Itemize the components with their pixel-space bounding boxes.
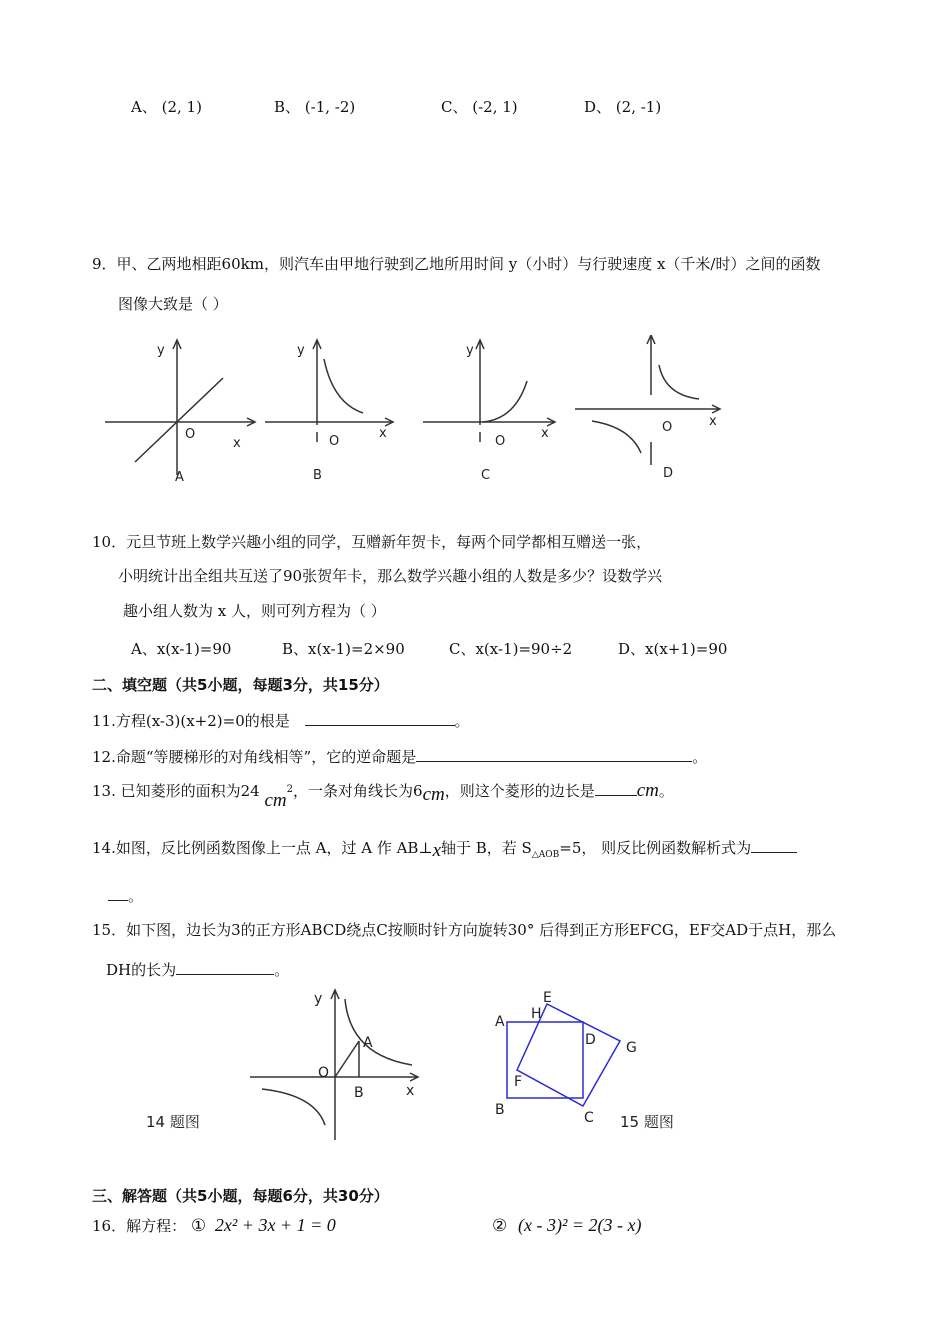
section-3-heading: 三、解答题（共5小题，每题6分，共30分）: [92, 1187, 389, 1205]
fig14-curve-lower: [262, 1089, 325, 1125]
q13-answer-blank[interactable]: [595, 781, 637, 796]
graph-c-curve: [483, 381, 527, 422]
svg-text:O: O: [185, 427, 196, 442]
section-2-heading: 二、填空题（共5小题，每题3分，共15分）: [92, 676, 389, 694]
svg-text:y: y: [157, 343, 165, 358]
svg-text:x: x: [541, 426, 549, 441]
q9-line2: 图像大致是（ ）: [118, 295, 228, 313]
svg-text:H: H: [531, 1006, 542, 1022]
svg-text:A: A: [495, 1014, 505, 1030]
svg-text:G: G: [626, 1040, 637, 1056]
fig14: [140, 985, 430, 1145]
q16-equation-1: 2x² + 3x + 1 = 0: [214, 1215, 336, 1235]
q10-option-c: C、x(x-1)=90÷2: [449, 640, 573, 658]
q14-answer-blank-cont[interactable]: [108, 886, 128, 901]
q12: 12.命题“等腰梯形的对角线相等”，它的逆命题是 。: [92, 748, 708, 766]
svg-text:F: F: [514, 1074, 523, 1090]
svg-text:O: O: [662, 420, 673, 435]
q8-option-d: D、 (2, -1): [584, 98, 662, 116]
svg-text:O: O: [329, 434, 340, 449]
svg-text:D: D: [663, 466, 674, 481]
q16: 16．解方程： ① 2x² + 3x + 1 = 0: [92, 1215, 336, 1236]
svg-text:B: B: [354, 1085, 364, 1101]
svg-text:D: D: [585, 1032, 596, 1048]
svg-text:y: y: [314, 991, 323, 1007]
q14: 14.如图，反比例函数图像上一点 A，过 A 作 AB⊥x轴于 B，若 $S_{\triangle AOB}=5$， 则反比例函数解析式为: [92, 837, 797, 860]
svg-text:y: y: [297, 343, 305, 358]
svg-text:O: O: [318, 1065, 330, 1081]
fig15: [490, 990, 690, 1140]
q16-part2: ② (x - 3)² = 2(3 - x): [492, 1215, 642, 1236]
fig15-caption: 15 题图: [620, 1113, 674, 1131]
svg-text:B: B: [495, 1102, 505, 1118]
q9-line1: 9．甲、乙两地相距60km，则汽车由甲地行驶到乙地所用时间 y（小时）与行驶速度 x（千米/时）之间的函数: [92, 255, 821, 273]
q15-answer-blank[interactable]: [176, 960, 274, 975]
q16-equation-2: (x - 3)² = 2(3 - x): [518, 1215, 642, 1235]
q13: 13. 已知菱形的面积为24 $cm^2$，一条对角线长为6cm，则这个菱形的边长是 cm。: [92, 780, 674, 811]
svg-text:C: C: [481, 468, 491, 483]
graph-a-line: [135, 378, 223, 462]
q14-line2: 。: [108, 885, 143, 906]
q9-graphs: [95, 335, 735, 485]
svg-text:x: x: [379, 426, 387, 441]
svg-text:x: x: [233, 436, 241, 451]
q10-option-d: D、x(x+1)=90: [618, 640, 728, 658]
svg-text:A: A: [175, 470, 184, 485]
svg-text:C: C: [584, 1110, 594, 1126]
q10-line1: 10．元旦节班上数学兴趣小组的同学，互赠新年贺卡，每两个同学都相互赠送一张，: [92, 533, 652, 551]
q8-option-c: C、 (-2, 1): [441, 98, 518, 116]
svg-text:A: A: [363, 1035, 373, 1051]
q10-option-b: B、x(x-1)=2×90: [282, 640, 405, 658]
graph-b-curve: [324, 359, 363, 413]
q11: 11.方程(x-3)(x+2)=0的根是 。: [92, 712, 470, 730]
q10-option-a: A、x(x-1)=90: [131, 640, 232, 658]
svg-text:B: B: [313, 468, 322, 483]
svg-text:y: y: [466, 343, 474, 358]
q10-line2: 小明统计出全组共互送了90张贺年卡，那么数学兴趣小组的人数是多少？设数学兴: [118, 567, 663, 585]
fig14-curve-upper: [345, 999, 412, 1065]
q15-line1: 15．如下图，边长为3的正方形ABCD绕点C按顺时针方向旋转30° 后得到正方形EFCG，EF交AD于点H，那么: [92, 921, 837, 939]
q8-option-b: B、 (-1, -2): [274, 98, 356, 116]
q10-line3: 趣小组人数为 x 人，则可列方程为（ ）: [123, 602, 386, 620]
fig14-caption: 14 题图: [146, 1113, 200, 1131]
svg-text:x: x: [709, 414, 717, 429]
fig14-segment-oa: [335, 1041, 359, 1077]
q11-answer-blank[interactable]: [305, 711, 455, 726]
q8-option-a: A、 (2, 1): [131, 98, 202, 116]
q12-answer-blank[interactable]: [416, 747, 692, 762]
svg-text:E: E: [543, 990, 552, 1006]
svg-text:x: x: [406, 1083, 415, 1099]
svg-text:O: O: [495, 434, 506, 449]
q15-line2: DH的长为 。: [106, 961, 290, 979]
graph-d-curve-1: [659, 365, 699, 399]
graph-d-curve-2: [592, 421, 641, 453]
q14-answer-blank[interactable]: [751, 838, 797, 853]
